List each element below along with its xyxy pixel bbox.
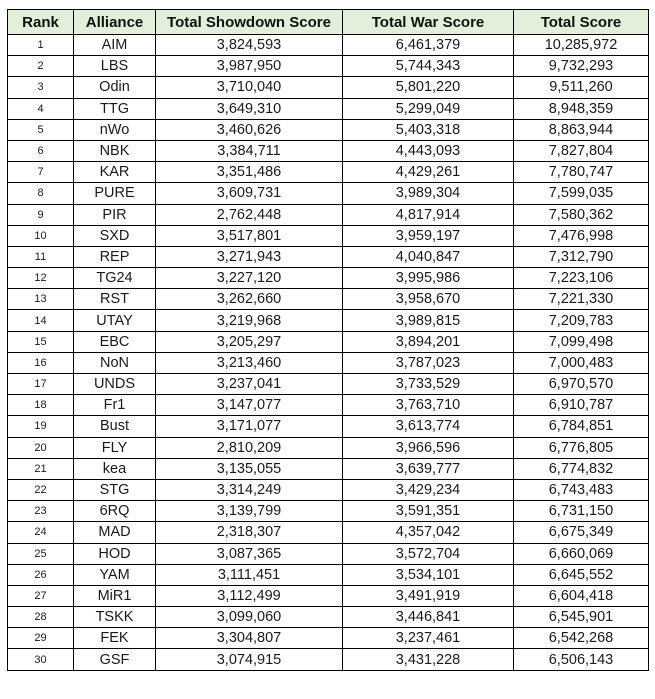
showdown-score-cell: 3,205,297 (156, 331, 343, 352)
showdown-score-cell: 3,112,499 (156, 585, 343, 606)
war-score-cell: 3,787,023 (343, 352, 514, 373)
table-row (8, 98, 649, 119)
war-score-cell: 3,431,228 (343, 649, 514, 670)
total-score-cell: 7,312,790 (514, 246, 649, 267)
table-row (8, 289, 649, 310)
war-score-cell: 3,763,710 (343, 395, 514, 416)
total-score-cell: 6,545,901 (514, 607, 649, 628)
table-row (8, 416, 649, 437)
total-score-cell: 6,660,069 (514, 543, 649, 564)
table-row (8, 352, 649, 373)
showdown-score-cell: 3,649,310 (156, 98, 343, 119)
table-row (8, 268, 649, 289)
total-score-cell: 10,285,972 (514, 35, 649, 56)
showdown-score-cell: 3,237,041 (156, 374, 343, 395)
alliance-cell: Odin (74, 77, 156, 98)
rank-cell: 25 (8, 543, 74, 564)
table-row (8, 585, 649, 606)
showdown-score-cell: 3,460,626 (156, 119, 343, 140)
alliance-cell: SXD (74, 225, 156, 246)
alliance-cell: HOD (74, 543, 156, 564)
war-score-cell: 6,461,379 (343, 35, 514, 56)
table-row (8, 225, 649, 246)
column-header-alliance: Alliance (74, 10, 156, 35)
showdown-score-cell: 3,304,807 (156, 628, 343, 649)
war-score-cell: 3,534,101 (343, 564, 514, 585)
war-score-cell: 3,429,234 (343, 479, 514, 500)
total-score-cell: 6,506,143 (514, 649, 649, 670)
war-score-cell: 5,744,343 (343, 56, 514, 77)
alliance-cell: MiR1 (74, 585, 156, 606)
alliance-cell: UNDS (74, 374, 156, 395)
alliance-cell: AIM (74, 35, 156, 56)
alliance-cell: kea (74, 458, 156, 479)
table-row (8, 607, 649, 628)
table-row (8, 628, 649, 649)
war-score-cell: 3,989,304 (343, 183, 514, 204)
alliance-cell: FLY (74, 437, 156, 458)
total-score-cell: 6,675,349 (514, 522, 649, 543)
rank-cell: 24 (8, 522, 74, 543)
showdown-score-cell: 3,111,451 (156, 564, 343, 585)
alliance-cell: PIR (74, 204, 156, 225)
alliance-cell: REP (74, 246, 156, 267)
table-row (8, 310, 649, 331)
rank-cell: 23 (8, 501, 74, 522)
war-score-cell: 4,429,261 (343, 162, 514, 183)
column-header-total-score: Total Score (514, 10, 649, 35)
alliance-cell: KAR (74, 162, 156, 183)
table-row (8, 522, 649, 543)
total-score-cell: 8,863,944 (514, 119, 649, 140)
table-row (8, 458, 649, 479)
rank-cell: 4 (8, 98, 74, 119)
rank-cell: 28 (8, 607, 74, 628)
showdown-score-cell: 3,135,055 (156, 458, 343, 479)
alliance-cell: PURE (74, 183, 156, 204)
total-score-cell: 7,599,035 (514, 183, 649, 204)
alliance-cell: YAM (74, 564, 156, 585)
war-score-cell: 3,958,670 (343, 289, 514, 310)
rank-cell: 16 (8, 352, 74, 373)
table-row (8, 35, 649, 56)
alliance-cell: GSF (74, 649, 156, 670)
showdown-score-cell: 3,139,799 (156, 501, 343, 522)
column-header-rank: Rank (8, 10, 74, 35)
rank-cell: 7 (8, 162, 74, 183)
rank-cell: 22 (8, 479, 74, 500)
total-score-cell: 7,209,783 (514, 310, 649, 331)
table-row (8, 331, 649, 352)
rank-cell: 17 (8, 374, 74, 395)
table-row (8, 56, 649, 77)
rank-cell: 2 (8, 56, 74, 77)
total-score-cell: 6,731,150 (514, 501, 649, 522)
war-score-cell: 3,894,201 (343, 331, 514, 352)
total-score-cell: 6,604,418 (514, 585, 649, 606)
war-score-cell: 3,237,461 (343, 628, 514, 649)
table-row (8, 649, 649, 670)
rank-cell: 10 (8, 225, 74, 246)
showdown-score-cell: 3,987,950 (156, 56, 343, 77)
alliance-cell: EBC (74, 331, 156, 352)
rank-cell: 26 (8, 564, 74, 585)
showdown-score-cell: 3,262,660 (156, 289, 343, 310)
total-score-cell: 6,743,483 (514, 479, 649, 500)
total-score-cell: 6,542,268 (514, 628, 649, 649)
total-score-cell: 9,511,260 (514, 77, 649, 98)
war-score-cell: 5,403,318 (343, 119, 514, 140)
rank-cell: 15 (8, 331, 74, 352)
war-score-cell: 3,995,986 (343, 268, 514, 289)
war-score-cell: 3,491,919 (343, 585, 514, 606)
showdown-score-cell: 3,824,593 (156, 35, 343, 56)
alliance-cell: 6RQ (74, 501, 156, 522)
showdown-score-cell: 3,074,915 (156, 649, 343, 670)
rank-cell: 5 (8, 119, 74, 140)
total-score-cell: 7,476,998 (514, 225, 649, 246)
war-score-cell: 3,989,815 (343, 310, 514, 331)
alliance-cell: STG (74, 479, 156, 500)
total-score-cell: 9,732,293 (514, 56, 649, 77)
table-row (8, 543, 649, 564)
showdown-score-cell: 3,609,731 (156, 183, 343, 204)
rank-cell: 21 (8, 458, 74, 479)
war-score-cell: 3,733,529 (343, 374, 514, 395)
rank-cell: 19 (8, 416, 74, 437)
rank-cell: 11 (8, 246, 74, 267)
total-score-cell: 6,910,787 (514, 395, 649, 416)
table-row (8, 437, 649, 458)
rank-cell: 29 (8, 628, 74, 649)
war-score-cell: 5,801,220 (343, 77, 514, 98)
war-score-cell: 4,443,093 (343, 140, 514, 161)
total-score-cell: 7,580,362 (514, 204, 649, 225)
rank-cell: 14 (8, 310, 74, 331)
table-header (8, 10, 649, 35)
showdown-score-cell: 2,762,448 (156, 204, 343, 225)
rank-cell: 3 (8, 77, 74, 98)
war-score-cell: 3,959,197 (343, 225, 514, 246)
showdown-score-cell: 3,213,460 (156, 352, 343, 373)
table-row (8, 564, 649, 585)
alliance-cell: FEK (74, 628, 156, 649)
total-score-cell: 6,774,832 (514, 458, 649, 479)
column-header-war-score: Total War Score (343, 10, 514, 35)
alliance-cell: TG24 (74, 268, 156, 289)
showdown-score-cell: 3,099,060 (156, 607, 343, 628)
total-score-cell: 8,948,359 (514, 98, 649, 119)
table-body (8, 35, 649, 671)
war-score-cell: 3,966,596 (343, 437, 514, 458)
showdown-score-cell: 3,351,486 (156, 162, 343, 183)
war-score-cell: 3,613,774 (343, 416, 514, 437)
showdown-score-cell: 3,314,249 (156, 479, 343, 500)
showdown-score-cell: 3,710,040 (156, 77, 343, 98)
rank-cell: 30 (8, 649, 74, 670)
alliance-cell: NBK (74, 140, 156, 161)
total-score-cell: 6,776,805 (514, 437, 649, 458)
showdown-score-cell: 3,517,801 (156, 225, 343, 246)
total-score-cell: 7,223,106 (514, 268, 649, 289)
alliance-cell: MAD (74, 522, 156, 543)
alliance-cell: TSKK (74, 607, 156, 628)
war-score-cell: 4,357,042 (343, 522, 514, 543)
war-score-cell: 3,446,841 (343, 607, 514, 628)
table-row (8, 77, 649, 98)
showdown-score-cell: 3,227,120 (156, 268, 343, 289)
war-score-cell: 4,040,847 (343, 246, 514, 267)
alliance-cell: NoN (74, 352, 156, 373)
table-row (8, 479, 649, 500)
alliance-ranking-table (7, 9, 649, 671)
war-score-cell: 3,591,351 (343, 501, 514, 522)
alliance-cell: LBS (74, 56, 156, 77)
war-score-cell: 3,572,704 (343, 543, 514, 564)
header-row (8, 10, 649, 35)
total-score-cell: 7,000,483 (514, 352, 649, 373)
total-score-cell: 7,099,498 (514, 331, 649, 352)
alliance-cell: UTAY (74, 310, 156, 331)
showdown-score-cell: 2,810,209 (156, 437, 343, 458)
showdown-score-cell: 3,087,365 (156, 543, 343, 564)
showdown-score-cell: 3,271,943 (156, 246, 343, 267)
table-row (8, 204, 649, 225)
alliance-cell: nWo (74, 119, 156, 140)
total-score-cell: 7,827,804 (514, 140, 649, 161)
total-score-cell: 6,645,552 (514, 564, 649, 585)
showdown-score-cell: 3,219,968 (156, 310, 343, 331)
alliance-cell: RST (74, 289, 156, 310)
rank-cell: 18 (8, 395, 74, 416)
table-row (8, 374, 649, 395)
rank-cell: 13 (8, 289, 74, 310)
table-row (8, 501, 649, 522)
total-score-cell: 7,780,747 (514, 162, 649, 183)
showdown-score-cell: 3,171,077 (156, 416, 343, 437)
rank-cell: 6 (8, 140, 74, 161)
war-score-cell: 3,639,777 (343, 458, 514, 479)
table-row (8, 183, 649, 204)
rank-cell: 8 (8, 183, 74, 204)
table-row (8, 395, 649, 416)
table-row (8, 119, 649, 140)
showdown-score-cell: 3,384,711 (156, 140, 343, 161)
rank-cell: 9 (8, 204, 74, 225)
rank-cell: 20 (8, 437, 74, 458)
rank-cell: 1 (8, 35, 74, 56)
alliance-cell: Fr1 (74, 395, 156, 416)
alliance-cell: Bust (74, 416, 156, 437)
showdown-score-cell: 3,147,077 (156, 395, 343, 416)
table-row (8, 140, 649, 161)
showdown-score-cell: 2,318,307 (156, 522, 343, 543)
total-score-cell: 6,970,570 (514, 374, 649, 395)
alliance-cell: TTG (74, 98, 156, 119)
total-score-cell: 6,784,851 (514, 416, 649, 437)
total-score-cell: 7,221,330 (514, 289, 649, 310)
column-header-showdown-score: Total Showdown Score (156, 10, 343, 35)
rank-cell: 27 (8, 585, 74, 606)
table-row (8, 162, 649, 183)
war-score-cell: 5,299,049 (343, 98, 514, 119)
table-row (8, 246, 649, 267)
war-score-cell: 4,817,914 (343, 204, 514, 225)
rank-cell: 12 (8, 268, 74, 289)
